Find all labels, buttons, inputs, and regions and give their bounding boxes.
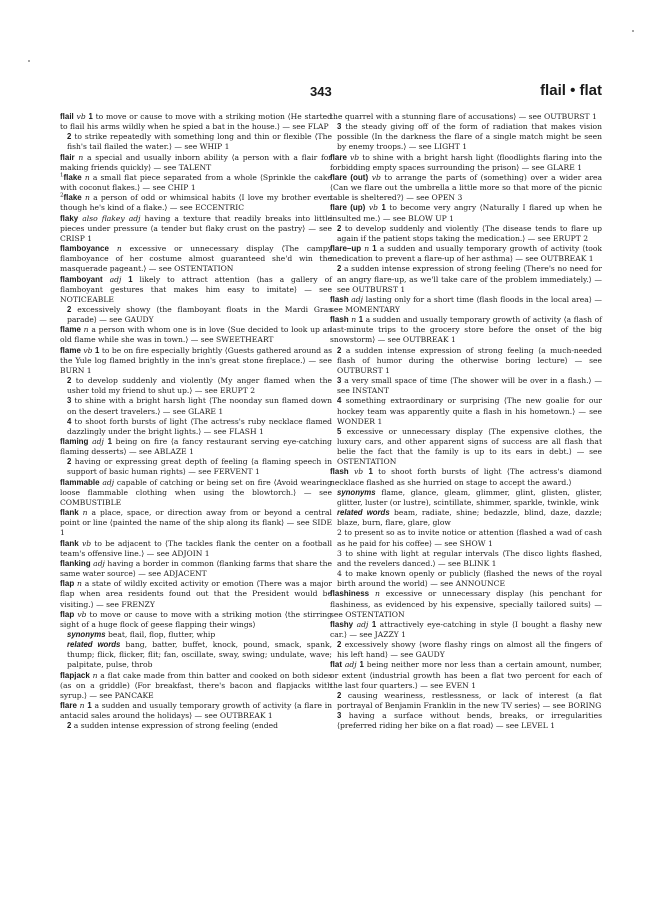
part-of-speech: n: [78, 152, 84, 162]
part-of-speech: adj: [102, 477, 115, 487]
definition: causing weariness, restlessness, or lack of interest ⟨a flat portrayal of Benjamin Franklin in the new TV series⟩ — see BORING: [337, 690, 602, 711]
sense-number: 2: [67, 721, 72, 731]
sense-line: [330, 346, 602, 376]
dictionary-entry: [330, 620, 602, 640]
definition: excessively showy ⟨the flamboyant floats in the Mardi Gras parade⟩ — see GAUDY: [67, 304, 332, 325]
running-head: flail • flat: [540, 82, 602, 99]
sense-number: 3: [337, 122, 342, 132]
dictionary-entry: [60, 325, 332, 345]
dictionary-entry: [330, 315, 602, 345]
definition: a flat cake made from thin batter and cooked on both sides (as on a griddle) ⟨For breakfast, there's bacon and flapjacks with syrup.⟩ — see PANCAKE: [60, 670, 332, 700]
definition: being neither more nor less than a certain amount, number, or extent ⟨industrial growth has been a flat two percent for each of the last four quarters.⟩ — see EVEN 1: [330, 660, 602, 690]
sense-number: 2: [337, 223, 342, 233]
headword: flame: [60, 325, 81, 335]
sense-number: 5: [337, 426, 342, 436]
synonym-list: beam, radiate, shine; bedazzle, blind, daze, dazzle; blaze, burn, flare, glare, glow: [337, 508, 602, 528]
definition: lasting only for a short time ⟨flash floods in the local area⟩ — see MOMENTARY: [330, 294, 602, 314]
definition: having or expressing great depth of feeling ⟨a flaming speech in support of basic human rights⟩ — see FERVENT 1: [67, 457, 332, 477]
definition: to shoot forth bursts of light ⟨The actress's ruby necklace flamed dazzlingly under the bright lights.⟩ — see FLASH 1: [67, 416, 332, 436]
sense-number: 4: [67, 416, 72, 426]
headword: flash: [330, 315, 349, 325]
headword: flare (out): [330, 172, 369, 182]
sense-line: [330, 711, 602, 731]
sense-number: 1: [368, 467, 373, 477]
dictionary-entry: [60, 508, 332, 538]
sense-number: 3: [67, 396, 72, 406]
dictionary-entry: [60, 559, 332, 579]
definition: something extraordinary or surprising ⟨The new goalie for our hockey team was apparently quite a flash in his hometown.⟩ — see WONDER 1: [337, 396, 602, 426]
dictionary-entry: [330, 660, 602, 690]
synonym-label: synonyms: [337, 487, 376, 497]
headword: flamboyant: [60, 274, 103, 284]
definition: excessive or unnecessary display ⟨The campy flamboyance of her costume almost guaranteed she'd win the masquerade pageant.⟩ — see OSTENTATION: [60, 244, 332, 274]
sense-line: [330, 122, 602, 152]
definition: to be on fire especially brightly ⟨Guests gathered around as the Yule log flamed brightly in the inn's great stone fireplace.⟩ — see BURN 1: [60, 345, 332, 375]
left-column: [60, 112, 332, 732]
sense-line: [60, 396, 332, 416]
sense-number: 1: [95, 345, 100, 355]
definition: to develop suddenly and violently ⟨The disease tends to flare up again if the patient stops taking the medication.⟩ — see ERUPT 2: [337, 223, 602, 243]
synonym-list: 2 to present so as to invite notice or attention ⟨flashed a wad of cash as he paid for his coffee⟩ — see SHOW 1: [337, 528, 602, 548]
sense-number: 1: [371, 619, 377, 629]
headword: flash: [330, 294, 349, 304]
definition: to move or cause to move with a striking motion ⟨He started to flail his arms wildly when he spied a bat in the house.⟩ — see FLAP: [60, 112, 333, 132]
headword: flare (up): [330, 203, 366, 213]
headword: flame: [60, 345, 81, 355]
dictionary-entry: [330, 467, 602, 487]
part-of-speech: n: [77, 579, 82, 589]
homograph-number: 2: [60, 192, 64, 199]
sense-number: 2: [67, 376, 72, 386]
sense-line: [330, 264, 602, 294]
sense-number: 1: [359, 660, 364, 670]
sense-line: [60, 376, 332, 396]
synonym-list: 4 to make known openly or publicly ⟨flashed the news of the royal birth around the world⟩ — see ANNOUNCE: [337, 569, 602, 589]
part-of-speech: vb: [371, 172, 381, 182]
part-of-speech: adj: [109, 274, 122, 284]
part-of-speech: n: [83, 325, 89, 335]
dictionary-entry: [60, 275, 332, 305]
dictionary-entry: [60, 539, 332, 559]
scan-speck: [28, 60, 30, 62]
dictionary-entry: [60, 112, 332, 132]
dictionary-entry: [330, 173, 602, 203]
headword: flake: [63, 193, 82, 203]
dictionary-entry: [330, 589, 602, 619]
sense-line: [330, 640, 602, 660]
sense-line: [330, 376, 602, 396]
right-column: [330, 112, 602, 732]
sense-number: 1: [128, 274, 133, 284]
part-of-speech: n: [92, 670, 98, 680]
headword: flanking: [60, 558, 91, 568]
part-of-speech: adj: [344, 660, 357, 670]
definition: a place, space, or direction away from or beyond a central point or line ⟨painted the name of the ship along its flank⟩ — see SIDE 1: [60, 508, 332, 538]
dictionary-entry: [330, 295, 602, 315]
synonym-label: related words: [67, 640, 121, 650]
headword: flare–up: [330, 244, 362, 254]
part-of-speech: n: [82, 508, 88, 518]
dictionary-entry: [330, 203, 602, 223]
headword: flashiness: [330, 589, 370, 599]
synonym-label: synonyms: [67, 629, 106, 639]
part-of-speech: vb: [349, 152, 360, 162]
definition: to shine with a bright harsh light ⟨floodlights flaring into the forbidding empty spaces surrounding the prison⟩ — see GLARE 1: [330, 152, 602, 172]
synonym-list: flame, glance, gleam, glimmer, glint, glisten, glister, glitter, luster (or lustre), scintillate, shimmer, sparkle, twinkle, wink: [337, 487, 602, 507]
definition: the steady giving off of the form of radiation that makes vision possible ⟨In the darkness the flare of a single match might be seen by enemy troops.⟩ — see LIGHT 1: [337, 122, 602, 152]
synonym-line: [60, 640, 332, 670]
synonym-line: [330, 508, 602, 528]
sense-number: 2: [67, 132, 72, 142]
definition: to become very angry ⟨Naturally I flared up when he insulted me.⟩ — see BLOW UP 1: [330, 203, 603, 223]
definition: a person of odd or whimsical habits ⟨I love my brother even though he's kind of a flake.⟩ — see ECCENTRIC: [60, 193, 332, 213]
homograph-number: 1: [60, 172, 64, 179]
definition: a special and usually inborn ability ⟨a person with a flair for making friends quickly⟩ — see TALENT: [60, 152, 333, 172]
part-of-speech: adj: [351, 294, 364, 304]
definition: excessive or unnecessary display ⟨The expensive clothes, the luxury cars, and other apparent signs of success are all flash that belie the fact that the family is up to its ears in debt.⟩ — see OSTENTATION: [337, 426, 602, 467]
sense-line: [60, 132, 332, 152]
sense-line: [60, 457, 332, 477]
headword: flair: [60, 152, 75, 162]
headword: flake: [63, 172, 82, 182]
headword: flaming: [60, 437, 89, 446]
dictionary-entry: [60, 579, 332, 609]
dictionary-entry: [60, 437, 332, 457]
synonym-line: [60, 630, 332, 640]
headword: flash: [330, 467, 349, 477]
definition: a sudden intense expression of strong feeling ⟨There's no need for an angry flare-up, as we'll take care of the problem immediately.⟩ — see OUTBURST 1: [337, 264, 602, 294]
part-of-speech: n: [84, 193, 90, 203]
part-of-speech: n: [374, 589, 380, 599]
sense-number: 1: [107, 437, 112, 446]
sense-line: [60, 721, 332, 731]
sense-line: [60, 305, 332, 325]
part-of-speech: also flakey adj: [82, 213, 141, 223]
synonym-line: [330, 569, 602, 589]
headword: flank: [60, 538, 79, 548]
part-of-speech: adj: [356, 619, 369, 629]
definition: to arrange the parts of (something) over a wider area ⟨Can we flare out the umbrella a little more so that more of the picnic table is sheltered?⟩ — see OPEN 3: [330, 172, 603, 203]
dictionary-entry: [60, 153, 332, 173]
definition: excessive or unnecessary display ⟨his penchant for flashiness, as evidenced by his expensive, specially tailored suits⟩ — see OSTENTATION: [330, 589, 602, 619]
sense-line: [330, 224, 602, 244]
dictionary-entry: [60, 478, 332, 508]
synonym-line: [330, 488, 602, 508]
part-of-speech: vb: [368, 203, 378, 213]
definition: a state of wildly excited activity or emotion ⟨There was a major flap when area residents found out that the President would be visiting.⟩ — see FRENZY: [60, 579, 332, 609]
definition: a sudden intense expression of strong feeling ⟨a much-needed flash of humor during the otherwise boring lecture⟩ — see OUTBURST 1: [337, 345, 602, 375]
headword: flammable: [60, 477, 100, 487]
dictionary-entry: [330, 153, 602, 173]
part-of-speech: n: [84, 172, 90, 182]
dictionary-entry: [330, 112, 602, 122]
definition: a very small space of time ⟨The shower will be over in a flash.⟩ — see INSTANT: [337, 376, 602, 396]
sense-number: 2: [337, 345, 342, 355]
sense-line: [330, 396, 602, 426]
definition: the quarrel with a stunning flare of accusations⟩ — see OUTBURST 1: [330, 112, 597, 121]
part-of-speech: vb: [81, 538, 92, 548]
part-of-speech: adj: [92, 437, 104, 446]
page-number: 343: [310, 84, 332, 99]
part-of-speech: vb: [77, 609, 87, 619]
part-of-speech: vb: [76, 112, 86, 121]
definition: to shine with a bright harsh light ⟨The noonday sun flamed down on the desert travelers.⟩ — see GLARE 1: [67, 396, 333, 416]
sense-line: [330, 691, 602, 711]
headword: flap: [60, 609, 75, 619]
sense-number: 2: [67, 304, 72, 314]
headword: flapjack: [60, 670, 90, 680]
sense-number: 2: [67, 457, 72, 467]
definition: a sudden intense expression of strong feeling ⟨ended: [73, 721, 278, 731]
sense-number: 2: [337, 690, 342, 700]
definition: to develop suddenly and violently ⟨My anger flamed when the usher told my friend to shut up.⟩ — see ERUPT 2: [67, 376, 332, 396]
headword: flat: [330, 660, 342, 670]
part-of-speech: n: [364, 244, 370, 254]
definition: capable of catching or being set on fire ⟨Avoid wearing loose flammable clothing when using the blowtorch.⟩ — see COMBUSTIBLE: [60, 477, 332, 507]
headword: flail: [60, 112, 74, 121]
definition: to move or cause to move with a striking motion ⟨the stirring sight of a huge flock of geese flapping their wings⟩: [60, 609, 333, 629]
definition: having a texture that readily breaks into little pieces under pressure ⟨a tender but flaky crust on the pastry⟩ — see CRISP 1: [60, 213, 332, 243]
dictionary-entry: [60, 193, 332, 213]
synonym-line: [330, 528, 602, 548]
sense-number: 4: [337, 396, 342, 406]
part-of-speech: n: [351, 315, 357, 325]
definition: a person with whom one is in love ⟨Sue decided to look up an old flame while she was in town.⟩ — see SWEETHEART: [60, 325, 332, 345]
part-of-speech: vb: [83, 345, 93, 355]
sense-number: 1: [372, 244, 377, 254]
definition: to strike repeatedly with something long and thin or flexible ⟨The fish's tail flailed the water.⟩ — see WHIP 1: [67, 132, 332, 152]
headword: flank: [60, 508, 79, 518]
definition: having a border in common ⟨flanking farms that share the same water source⟩ — see ADJACENT: [60, 558, 332, 579]
part-of-speech: adj: [93, 558, 105, 568]
dictionary-entry: [330, 244, 602, 264]
headword: flaky: [60, 213, 79, 223]
definition: being on fire ⟨a fancy restaurant serving eye-catching flaming desserts⟩ — see ABLAZE 1: [60, 437, 333, 457]
part-of-speech: vb: [354, 467, 364, 477]
part-of-speech: n: [116, 244, 122, 254]
definition: likely to attract attention ⟨has a gallery of flamboyant gestures that makes him easy to imitate⟩ — see NOTICEABLE: [60, 274, 332, 304]
sense-number: 2: [337, 264, 342, 274]
synonym-line: [330, 549, 602, 569]
definition: excessively showy ⟨wore flashy rings on almost all the fingers of his left hand⟩ — see GAUDY: [337, 640, 602, 660]
sense-line: [330, 427, 602, 468]
headword: flashy: [330, 619, 354, 629]
dictionary-entry: [60, 701, 332, 721]
definition: having a surface without bends, breaks, or irregularities ⟨preferred riding her bike on a flat road⟩ — see LEVEL 1: [337, 711, 602, 731]
sense-number: 1: [87, 701, 92, 711]
sense-number: 1: [381, 203, 386, 213]
synonym-list: 3 to shine with light at regular intervals ⟨The disco lights flashed, and the revelers danced.⟩ — see BLINK 1: [337, 548, 602, 568]
dictionary-entry: [60, 214, 332, 244]
dictionary-entry: [60, 610, 332, 630]
sense-number: 1: [358, 315, 364, 325]
headword: flare: [330, 152, 347, 162]
sense-number: 1: [88, 112, 93, 121]
synonym-list: beat, flail, flop, flutter, whip: [108, 629, 216, 639]
definition: attractively eye-catching in style ⟨I bought a flashy new car.⟩ — see JAZZY 1: [330, 619, 602, 639]
headword: flap: [60, 579, 75, 589]
definition: to be adjacent to ⟨The tackles flank the center on a football team's offensive line.⟩ — see ADJOIN 1: [60, 538, 332, 558]
dictionary-entry: [60, 346, 332, 376]
definition: to shoot forth bursts of light ⟨The actress's diamond necklace flashed as she hurried on stage to accept the award.⟩: [330, 467, 603, 487]
headword: flamboyance: [60, 244, 109, 254]
scan-speck: [632, 30, 634, 32]
definition: a sudden and usually temporary growth of activity ⟨took medication to prevent a flare-up of her asthma⟩ — see OUTBREAK 1: [330, 244, 602, 264]
definition: a sudden and usually temporary growth of activity ⟨a flare in antacid sales around the holidays⟩ — see OUTBREAK 1: [60, 701, 333, 721]
synonym-label: related words: [337, 508, 390, 518]
dictionary-entry: [60, 173, 332, 193]
dictionary-entry: [60, 244, 332, 274]
synonym-list: bang, batter, buffet, knock, pound, smack, spank, thump; flick, flicker, flit; fan, oscillate, sway, swing; undulate, wave; palpitate, pulse, throb: [67, 640, 332, 670]
headword: flare: [60, 701, 77, 711]
sense-number: 3: [337, 711, 342, 721]
definition: a sudden and usually temporary growth of activity ⟨a flash of last-minute trips to the grocery store before the onset of the big snowstorm⟩ — see OUTBREAK 1: [330, 315, 602, 345]
sense-number: 3: [337, 376, 342, 386]
definition: a small flat piece separated from a whole ⟨Sprinkle the cake with coconut flakes.⟩ — see CHIP 1: [60, 172, 332, 193]
sense-line: [60, 417, 332, 437]
sense-number: 2: [337, 640, 342, 650]
part-of-speech: n: [79, 701, 85, 711]
dictionary-entry: [60, 671, 332, 701]
